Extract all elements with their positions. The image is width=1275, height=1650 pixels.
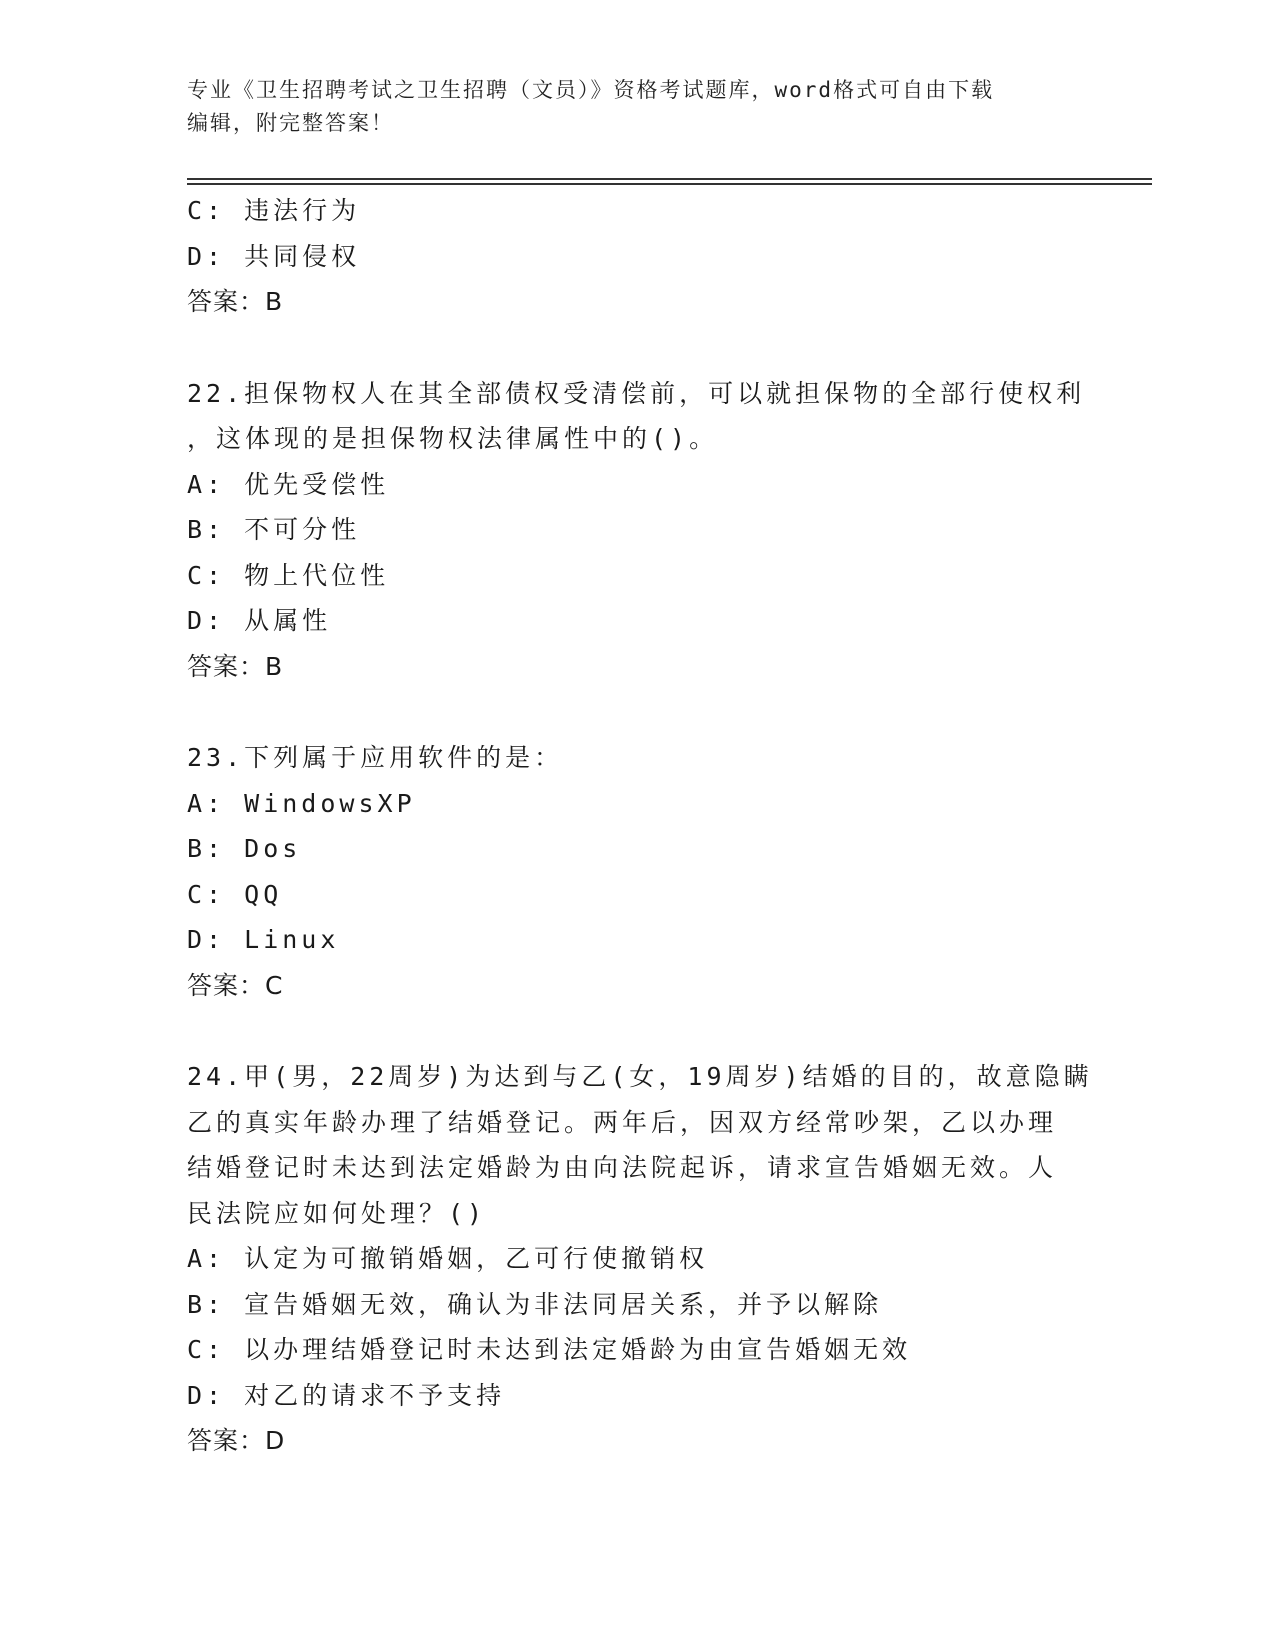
question-text	[187, 371, 1087, 462]
question-text-line: 22.担保物权人在其全部债权受清偿前，可以就担保物的全部行使权利	[187, 378, 1086, 408]
option-d: D: 对乙的请求不予支持	[187, 1380, 506, 1410]
question-24	[187, 1054, 1093, 1464]
option-a: A: 认定为可撤销婚姻，乙可行使撤销权	[187, 1244, 709, 1273]
option-d: D: 从属性	[187, 606, 332, 635]
previous-question-tail	[187, 188, 1087, 325]
question-text	[187, 1054, 1093, 1236]
document-header	[187, 74, 1087, 140]
option-c: C: 违法行为	[187, 196, 361, 225]
option-a: A: WindowsXP	[187, 788, 416, 818]
answer-line: 答案：D	[187, 1426, 286, 1455]
option-c: C: 物上代位性	[187, 560, 390, 590]
question-text-line: 乙的真实年龄办理了结婚登记。两年后，因双方经常吵架，乙以办理	[187, 1107, 1058, 1137]
header-line-1: 专业《卫生招聘考试之卫生招聘（文员）》资格考试题库，word格式可自由下载	[187, 78, 995, 102]
header-divider-top	[187, 178, 1152, 180]
question-text-line: 24.甲(男，22周岁)为达到与乙(女，19周岁)结婚的目的，故意隐瞒	[187, 1062, 1093, 1091]
answer-line: 答案：B	[187, 287, 284, 316]
option-d: D: 共同侵权	[187, 241, 361, 271]
question-list	[187, 188, 1093, 1464]
option-c: C: 以办理结婚登记时未达到法定婚龄为由宣告婚姻无效	[187, 1335, 912, 1364]
header-divider-bottom	[187, 183, 1152, 185]
option-b: B: 宣告婚姻无效，确认为非法同居关系，并予以解除	[187, 1289, 883, 1319]
question-text-line: 结婚登记时未达到法定婚龄为由向法院起诉，请求宣告婚姻无效。人	[187, 1153, 1058, 1182]
option-c: C: QQ	[187, 879, 283, 909]
question-23	[187, 735, 1087, 1008]
answer-line: 答案：C	[187, 970, 284, 1000]
header-line-2: 编辑，附完整答案！	[187, 111, 394, 135]
option-d: D: Linux	[187, 925, 340, 954]
question-text-line: 民法院应如何处理？()	[187, 1198, 487, 1228]
option-b: B: Dos	[187, 834, 302, 863]
option-b: B: 不可分性	[187, 515, 361, 544]
option-a: A: 优先受偿性	[187, 469, 390, 499]
question-text-line: 23.下列属于应用软件的是：	[187, 743, 564, 772]
question-22	[187, 371, 1087, 690]
answer-line: 答案：B	[187, 651, 284, 681]
question-text-line: ，这体现的是担保物权法律属性中的()。	[187, 424, 719, 453]
question-text	[187, 735, 1087, 781]
